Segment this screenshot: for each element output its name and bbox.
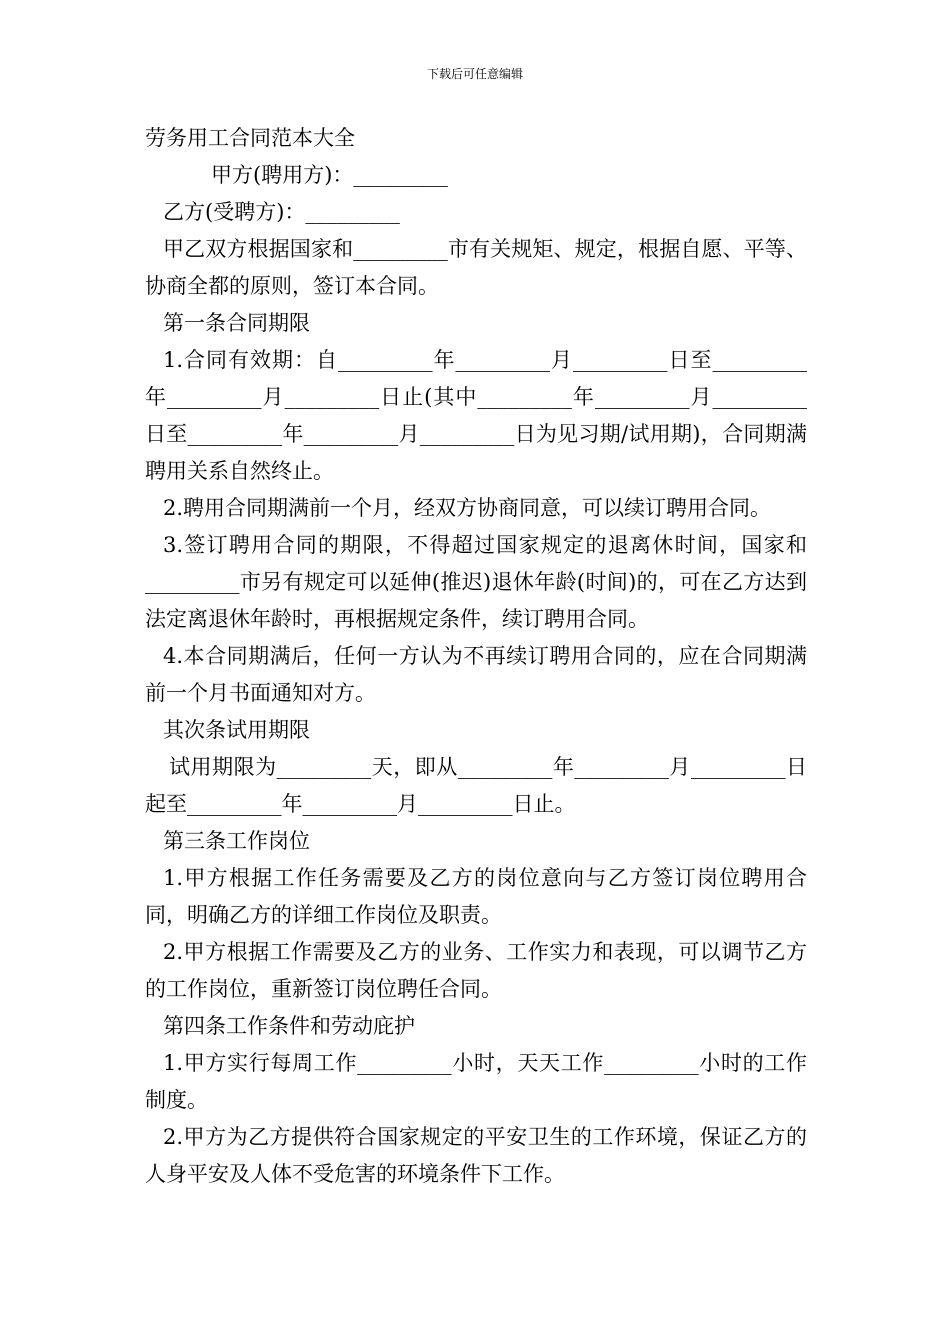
article2-text: 试用期限为_________天，即从_________年_________月_________日起至_________年_________月_________日止。 bbox=[145, 755, 807, 816]
intro-paragraph: 甲乙双方根据国家和_________市有关规矩、规定，根据自愿、平等、协商全都的原则，签订本合同。 bbox=[145, 237, 807, 298]
article1-heading: 第一条合同期限 bbox=[163, 311, 310, 335]
article4-item2: 2.甲方为乙方提供符合国家规定的平安卫生的工作环境，保证乙方的人身平安及人体不受危害的环境条件下工作。 bbox=[145, 1125, 807, 1186]
article4-heading: 第四条工作条件和劳动庇护 bbox=[163, 1014, 415, 1038]
article2-heading: 其次条试用期限 bbox=[163, 718, 310, 742]
article1-item1: 1.合同有效期：自_________年_________月_________日至_________年_________月_________日止(其中_________年_________月_________日至_________年_________月_________日为见习期/试用期)，合同期满聘用关系自然终止。 bbox=[145, 348, 807, 483]
party-a-line: 甲方(聘用方)：_________ bbox=[211, 163, 448, 187]
article3-item1: 1.甲方根据工作任务需要及乙方的岗位意向与乙方签订岗位聘用合同，明确乙方的详细工作岗位及职责。 bbox=[145, 866, 807, 927]
contract-body bbox=[145, 120, 807, 1193]
article1-item3: 3.签订聘用合同的期限，不得超过国家规定的退离休时间，国家和_________市另有规定可以延伸(推迟)退休年龄(时间)的，可在乙方达到法定离退休年龄时，再根据规定条件，续订聘用合同。 bbox=[145, 533, 807, 631]
article3-item2: 2.甲方根据工作需要及乙方的业务、工作实力和表现，可以调节乙方的工作岗位，重新签订岗位聘任合同。 bbox=[145, 940, 807, 1001]
article1-item4: 4.本合同期满后，任何一方认为不再续订聘用合同的，应在合同期满前一个月书面通知对方。 bbox=[145, 644, 807, 705]
page-header-note: 下载后可任意编辑 bbox=[426, 67, 523, 81]
article1-item2: 2.聘用合同期满前一个月，经双方协商同意，可以续订聘用合同。 bbox=[163, 496, 772, 520]
article4-item1: 1.甲方实行每周工作_________小时，天天工作_________小时的工作制度。 bbox=[145, 1051, 807, 1112]
document-title: 劳务用工合同范本大全 bbox=[145, 126, 355, 150]
article3-heading: 第三条工作岗位 bbox=[163, 829, 310, 853]
party-b-line: 乙方(受聘方)：_________ bbox=[163, 200, 400, 224]
